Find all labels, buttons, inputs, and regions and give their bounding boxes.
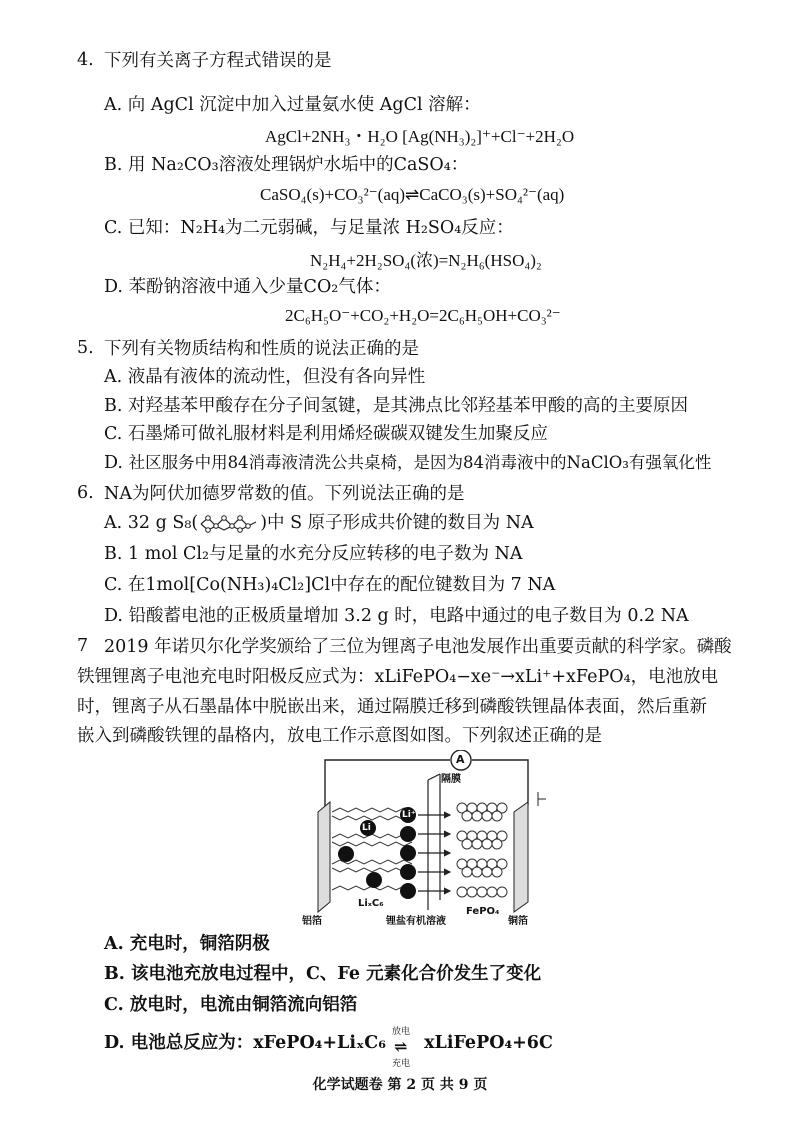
q7-option-b <box>104 963 541 985</box>
q4-d-label: D. <box>104 277 123 297</box>
ammeter-label: A <box>456 753 465 766</box>
q7-b-text: 该电池充放电过程中，C、Fe 元素化合价发生了变化 <box>130 964 542 984</box>
q6-a-text-part1: 32 g S₈( <box>127 513 199 533</box>
battery-figure <box>300 750 560 925</box>
q7-d-text-part1: 电池总反应为：xFePO₄+LiₓC₆ <box>130 1033 386 1053</box>
q4-option-c <box>104 217 514 239</box>
q6-number: 6. <box>77 483 94 503</box>
q5-option-a <box>104 366 425 388</box>
q4-d-equation: 2C₆H₅O⁻+CO₂+H₂O=2C₆H₅OH+CO₃²⁻ <box>285 306 561 325</box>
q5-option-b <box>104 395 688 417</box>
q4-c-label: C. <box>104 218 123 238</box>
s8-ring-structure <box>198 514 260 534</box>
q6-d-text: 铅酸蓄电池的正极质量增加 3.2 g 时，电路中通过的电子数目为 0.2 NA <box>128 606 689 626</box>
q5-b-label: B. <box>104 396 123 416</box>
q5-stem: 下列有关物质结构和性质的说法正确的是 <box>104 339 419 359</box>
q7-line-4: 嵌入到磷酸铁锂的晶格内，放电工作示意图如图。下列叙述正确的是 <box>77 726 602 746</box>
q6-c-text: 在1mol[Co(NH₃)₄Cl₂]Cl中存在的配位键数目为 7 NA <box>127 575 556 595</box>
q7-d-charge-label: 充电 <box>391 1058 410 1069</box>
q6-b-text: 1 mol Cl₂与足量的水充分反应转移的电子数为 NA <box>128 544 523 564</box>
q7-option-d <box>104 1026 553 1069</box>
fepo4-label: FePO₄ <box>466 906 500 917</box>
q6-d-label: D. <box>104 606 123 626</box>
q6-b-label: B. <box>104 544 123 564</box>
q6-a-text-part2: )中 S 原子形成共价键的数目为 NA <box>260 513 534 533</box>
q7-d-label: D. <box>104 1033 125 1053</box>
q7-number: 7 <box>77 636 89 656</box>
q5-option-c <box>104 423 548 445</box>
q4-a-text: 向 AgCl 沉淀中加入过量氨水使 AgCl 溶解： <box>127 95 481 115</box>
q5-option-d <box>104 452 711 474</box>
li-ion-label: Li⁺ <box>402 810 416 820</box>
q5-a-label: A. <box>104 367 123 387</box>
q7-c-text: 放电时，电流由铜箔流向铝箔 <box>129 995 358 1015</box>
electrolyte-label: 锂盐有机溶液 <box>386 916 446 927</box>
q4-b-text: 用 Na₂CO₃溶液处理锅炉水垢中的CaSO₄： <box>128 155 469 175</box>
q4-option-b <box>104 154 468 176</box>
q7-d-text-part2: xLiFePO₄+6C <box>424 1033 553 1053</box>
q5-number: 5. <box>77 338 94 358</box>
q7-line-3: 时，锂离子从石墨晶体中脱嵌出来，通过隔膜迁移到磷酸铁锂晶体表面，然后重新 <box>77 697 707 717</box>
equilibrium-arrow: 放电 ⇌ 充电 <box>392 1033 418 1055</box>
lic6-label: LiₓC₆ <box>358 898 384 909</box>
q7-option-c <box>104 994 357 1016</box>
q4-number: 4. <box>77 50 94 70</box>
copper-foil-label: 铜箔 <box>508 916 528 927</box>
q7-line-1: 2019 年诺贝尔化学奖颁给了三位为锂离子电池发展作出重要贡献的科学家。磷酸 <box>104 637 732 657</box>
q7-c-label: C. <box>104 995 124 1015</box>
q5-c-label: C. <box>104 424 123 444</box>
page-footer: 化学试题卷 第 2 页 共 9 页 <box>312 1077 488 1093</box>
q7-option-a <box>104 933 270 955</box>
q5-a-text: 液晶有液体的流动性，但没有各向异性 <box>127 367 426 387</box>
q7-a-label: A. <box>104 934 124 954</box>
q4-option-a <box>104 94 481 116</box>
q7-d-discharge-label: 放电 <box>391 1026 410 1037</box>
q5-d-text: 社区服务中用84消毒液清洗公共桌椅，是因为84消毒液中的NaClO₃有强氧化性 <box>128 453 712 472</box>
q4-c-equation: N₂H₄+2H₂SO₄(浓)=N₂H₆(HSO₄)₂ <box>310 251 542 270</box>
q4-a-equation: AgCl+2NH₃・H₂O [Ag(NH₃)₂]⁺+Cl⁻+2H₂O <box>265 127 575 146</box>
q6-c-label: C. <box>104 575 123 595</box>
q6-option-d <box>104 605 689 627</box>
q5-d-label: D. <box>104 453 123 473</box>
q5-b-text: 对羟基苯甲酸存在分子间氢键，是其沸点比邻羟基苯甲酸的高的主要原因 <box>128 396 689 416</box>
li-atom-label: Li <box>362 823 371 833</box>
q4-c-text: 已知：N₂H₄为二元弱碱，与足量浓 H₂SO₄反应： <box>127 218 514 238</box>
battery-diagram <box>300 750 560 925</box>
q4-stem: 下列有关离子方程式错误的是 <box>104 51 332 71</box>
q4-a-label: A. <box>104 95 123 115</box>
q6-option-a <box>104 512 534 534</box>
q7-a-text: 充电时，铜箔阴极 <box>129 934 270 954</box>
aluminum-foil-label: 铝箔 <box>302 916 322 927</box>
q6-stem: NA为阿伏加德罗常数的值。下列说法正确的是 <box>104 484 465 504</box>
q4-b-label: B. <box>104 155 123 175</box>
q6-option-b <box>104 543 523 565</box>
separator-label: 隔膜 <box>441 774 461 785</box>
q4-option-d <box>104 276 391 298</box>
q4-d-text: 苯酚钠溶液中通入少量CO₂气体： <box>128 277 391 297</box>
q6-a-label: A. <box>104 513 123 533</box>
q4-b-equation: CaSO₄(s)+CO₃²⁻(aq)⇌CaCO₃(s)+SO₄²⁻(aq) <box>260 185 565 204</box>
q7-line-2: 铁锂锂离子电池充电时阳极反应式为：xLiFePO₄−xe⁻→xLi⁺+xFePO₄，电池放电 <box>77 667 719 687</box>
q5-c-text: 石墨烯可做礼服材料是利用烯烃碳碳双键发生加聚反应 <box>127 424 548 444</box>
q6-option-c <box>104 574 555 596</box>
q7-b-label: B. <box>104 964 125 984</box>
